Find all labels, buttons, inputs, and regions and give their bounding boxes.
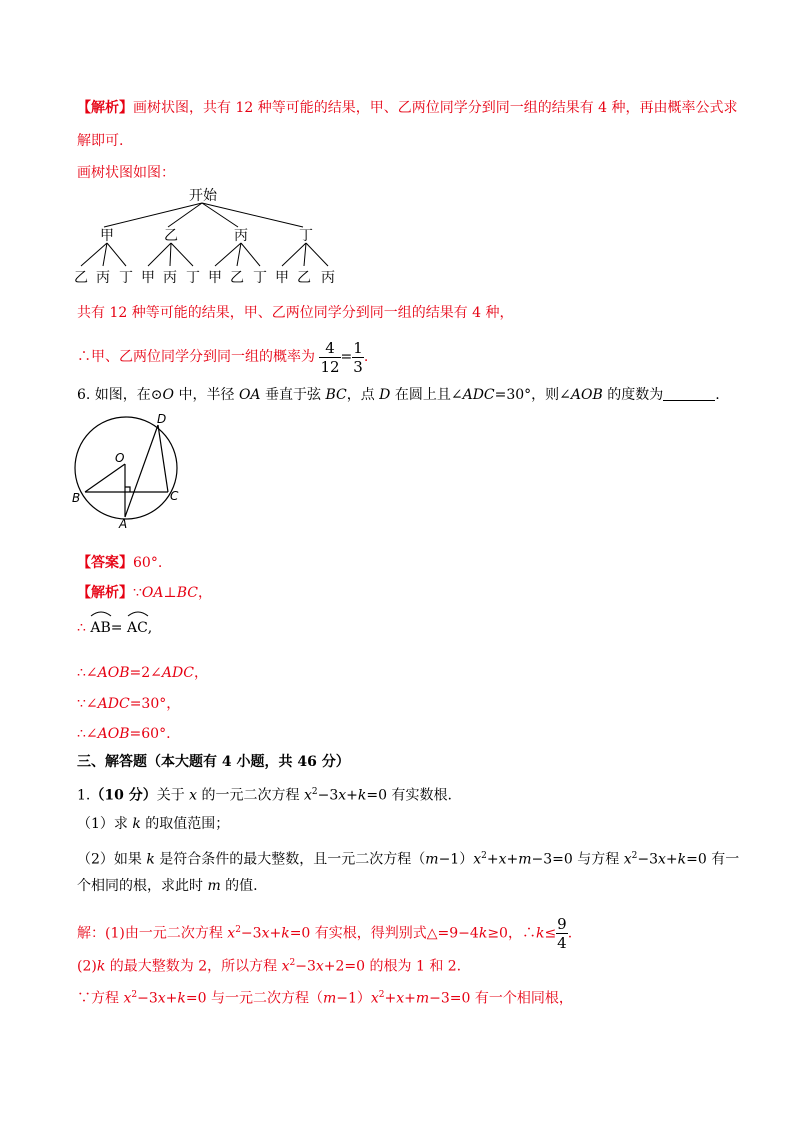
arc-ab: AB: [90, 614, 110, 638]
analysis-step-3: ∴∠AOB=60°.: [77, 726, 171, 742]
analysis-tag: 【解析】: [77, 100, 133, 116]
result-line: 共有 12 种等可能的结果，甲、乙两位同学分到同一组的结果有 4 种，: [77, 305, 514, 321]
tree-diagram: [70, 186, 370, 298]
tree-leaf: 丁: [186, 270, 200, 286]
problem-1: 1.（10 分）关于 x 的一元二次方程 $x^2-3x+k=0$ 有实数根.: [77, 787, 452, 804]
analysis-line-2: 解即可.: [77, 133, 124, 149]
tree-leaf: 丁: [119, 270, 133, 286]
tree-leaf: 乙: [74, 270, 88, 286]
solution-line-1: 解：(1)由一元二次方程 $x^2-3x+k=0$ 有实根，得判别式△=9−4k≥0，∴k≤ $\frac{9}{4}$ .: [77, 915, 573, 953]
answer-blank[interactable]: [663, 386, 715, 401]
solution-line-2: (2)k 的最大整数为 2，所以方程 $x^2-3x+2=0$ 的根为 1 和 2.: [77, 958, 462, 975]
arc-equal-line: ∴ AB= AC,: [77, 614, 152, 638]
tree-node: 丁: [299, 228, 313, 244]
analysis-line-1: 【解析】画树状图，共有 12 种等可能的结果，甲、乙两位同学分到同一组的结果有 4 种，再由概率公式求: [77, 100, 738, 116]
problem-1-part-2-cont: 个相同的根，求此时 m 的值.: [77, 878, 258, 894]
question-6: 6. 如图，在⊙O 中，半径 OA 垂直于弦 BC，点 D 在圆上且∠ADC=30°，则∠AOB 的度数为 .: [77, 387, 720, 403]
label-b: B: [72, 491, 81, 505]
fraction: $\frac{9}{4}$: [557, 915, 567, 953]
fraction: $\frac{1}{3}$: [353, 338, 363, 376]
arc-ac: AC: [127, 614, 148, 638]
tree-root: 开始: [189, 188, 217, 204]
analysis-step-0: 【解析】∵OA⊥BC，: [77, 585, 212, 601]
tree-leaf: 丁: [253, 270, 267, 286]
probability-line: ∴甲、乙两位同学分到同一组的概率为 $\frac{4}{12}$ = $\frac{1}{3}$ .: [77, 338, 369, 376]
tree-leaf: 丙: [321, 270, 335, 286]
label-c: C: [170, 489, 179, 503]
solution-line-3: ∵方程 $x^2-3x+k=0$ 与一元二次方程$(m-1)x^2+x+m-3=0$ 有一个相同根，: [77, 990, 573, 1007]
tree-node: 乙: [164, 228, 178, 244]
tree-intro: 画树状图如图：: [77, 165, 175, 181]
analysis-step-1: ∴∠AOB=2∠ADC，: [77, 665, 208, 681]
problem-1-part-2: （2）如果 k 是符合条件的最大整数，且一元二次方程$(m-1)x^2+x+m-3=0$ 与方程 $x^2-3x+k=0$ 有一: [77, 851, 740, 868]
tree-leaf: 甲: [208, 270, 222, 286]
tree-leaf: 甲: [141, 270, 155, 286]
tree-leaf: 乙: [230, 270, 244, 286]
label-a: A: [119, 517, 128, 531]
tree-leaf: 乙: [297, 270, 311, 286]
tree-leaf: 丙: [96, 270, 110, 286]
section-title: 三、解答题（本大题有 4 小题，共 46 分）: [77, 754, 350, 770]
arc-mark: [127, 609, 149, 617]
tree-node: 丙: [234, 228, 248, 244]
answer-line: 【答案】60°.: [77, 555, 163, 571]
label-o: O: [115, 451, 125, 465]
tree-node: 甲: [100, 228, 114, 244]
fraction: $\frac{4}{12}$: [320, 338, 340, 376]
tree-leaf: 丙: [163, 270, 177, 286]
tree-leaf: 甲: [275, 270, 289, 286]
arc-mark: [90, 609, 112, 617]
analysis-step-2: ∵∠ADC=30°，: [77, 696, 181, 712]
label-d: D: [157, 412, 167, 426]
problem-1-part-1: （1）求 k 的取值范围；: [77, 816, 230, 832]
circle-figure: [66, 410, 196, 532]
